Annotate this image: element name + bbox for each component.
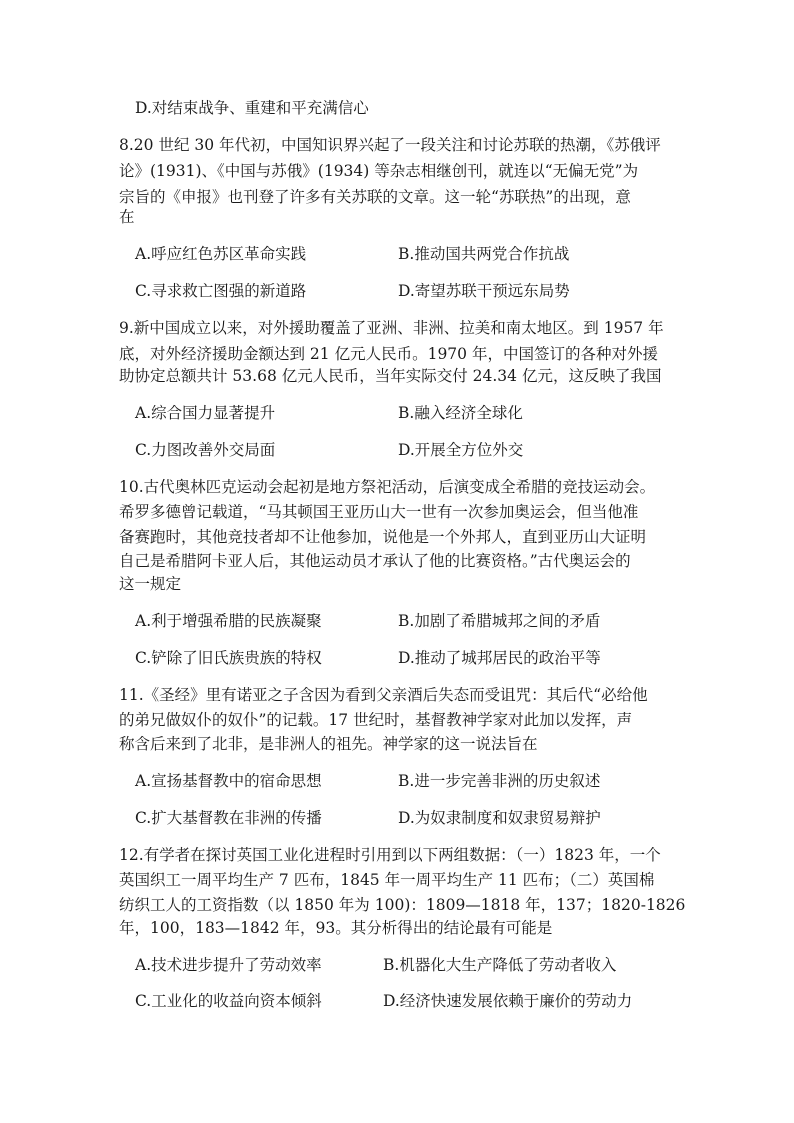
q10-stem-line-3: 备赛跑时，其他竞技者却不让他参加，说他是一个外邦人，直到亚历山大证明 xyxy=(119,528,647,546)
q10-option-c[interactable]: C.铲除了旧氏族贵族的特权 xyxy=(135,649,322,667)
q12-option-c[interactable]: C.工业化的收益向资本倾斜 xyxy=(135,992,322,1010)
q12-stem-line-3: 纺织工人的工资指数（以 1850 年为 100)：1809—1818 年，137；1820-1826 xyxy=(119,896,686,914)
q8-stem-line-2: 论》(1931)、《中国与苏俄》(1934) 等杂志相继创刊，就连以“无偏无党”为 xyxy=(119,162,639,180)
q12-stem-line-1: 12.有学者在探讨英国工业化进程时引用到以下两组数据：（一）1823 年，一个 xyxy=(119,846,661,864)
q11-stem-line-1: 11.《圣经》里有诺亚之子含因为看到父亲酒后失态而受诅咒：其后代“必给他 xyxy=(119,686,648,704)
q12-stem-line-2: 英国织工一周平均生产 7 匹布，1845 年一周平均生产 11 匹布；（二）英国棉 xyxy=(119,871,655,889)
q8-stem-line-1: 8.20 世纪 30 年代初，中国知识界兴起了一段关注和讨论苏联的热潮，《苏俄评 xyxy=(119,136,661,154)
q9-option-d[interactable]: D.开展全方位外交 xyxy=(398,441,524,459)
q11-option-b[interactable]: B.进一步完善非洲的历史叙述 xyxy=(398,772,601,790)
q12-option-b[interactable]: B.机器化大生产降低了劳动者收入 xyxy=(383,956,617,974)
q12-option-d[interactable]: D.经济快速发展依赖于廉价的劳动力 xyxy=(383,992,633,1010)
q9-stem-line-2: 底，对外经济援助金额达到 21 亿元人民币。1970 年，中国签订的各种对外援 xyxy=(119,345,658,363)
q11-option-c[interactable]: C.扩大基督教在非洲的传播 xyxy=(135,809,322,827)
q11-option-d[interactable]: D.为奴隶制度和奴隶贸易辩护 xyxy=(398,809,601,827)
q8-stem-line-4: 在 xyxy=(119,208,135,226)
q9-option-c[interactable]: C.力图改善外交局面 xyxy=(135,441,276,459)
q8-option-b[interactable]: B.推动国共两党合作抗战 xyxy=(398,245,570,263)
q10-stem-line-1: 10.古代奥林匹克运动会起初是地方祭祀活动，后演变成全希腊的竞技运动会。 xyxy=(119,478,656,496)
q11-stem-line-2: 的弟兄做奴仆的奴仆”的记载。17 世纪时，基督教神学家对此加以发挥，声 xyxy=(119,711,633,729)
q9-option-a[interactable]: A.综合国力显著提升 xyxy=(135,404,276,422)
q9-stem-line-3: 助协定总额共计 53.68 亿元人民币，当年实际交付 24.34 亿元，这反映了我国 xyxy=(119,367,662,385)
q9-option-b[interactable]: B.融入经济全球化 xyxy=(398,404,523,422)
q10-stem-line-2: 希罗多德曾记载道，“马其顿国王亚历山大一世有一次参加奥运会，但当他准 xyxy=(119,503,639,521)
q10-stem-line-5: 这一规定 xyxy=(119,575,182,593)
q7-option-d[interactable]: D.对结束战争、重建和平充满信心 xyxy=(135,99,369,117)
q12-stem-line-4: 年，100，183—1842 年，93。其分析得出的结论最有可能是 xyxy=(119,919,553,937)
q11-stem-line-3: 称含后来到了北非，是非洲人的祖先。神学家的这一说法旨在 xyxy=(119,735,538,753)
q8-option-a[interactable]: A.呼应红色苏区革命实践 xyxy=(135,245,307,263)
q8-option-c[interactable]: C.寻求救亡图强的新道路 xyxy=(135,282,307,300)
q9-stem-line-1: 9.新中国成立以来，对外援助覆盖了亚洲、非洲、拉美和南太地区。到 1957 年 xyxy=(119,319,664,337)
q10-option-d[interactable]: D.推动了城邦居民的政治平等 xyxy=(398,649,601,667)
q10-option-b[interactable]: B.加剧了希腊城邦之间的矛盾 xyxy=(398,612,601,630)
q8-option-d[interactable]: D.寄望苏联干预远东局势 xyxy=(398,282,570,300)
q10-option-a[interactable]: A.利于增强希腊的民族凝聚 xyxy=(135,612,322,630)
q12-option-a[interactable]: A.技术进步提升了劳动效率 xyxy=(135,956,322,974)
q10-stem-line-4: 自己是希腊阿卡亚人后，其他运动员才承认了他的比赛资格。”古代奥运会的 xyxy=(119,552,631,570)
q8-stem-line-3: 宗旨的《申报》也刊登了许多有关苏联的文章。这一轮“苏联热”的出现，意 xyxy=(119,188,631,206)
q11-option-a[interactable]: A.宣扬基督教中的宿命思想 xyxy=(135,772,322,790)
